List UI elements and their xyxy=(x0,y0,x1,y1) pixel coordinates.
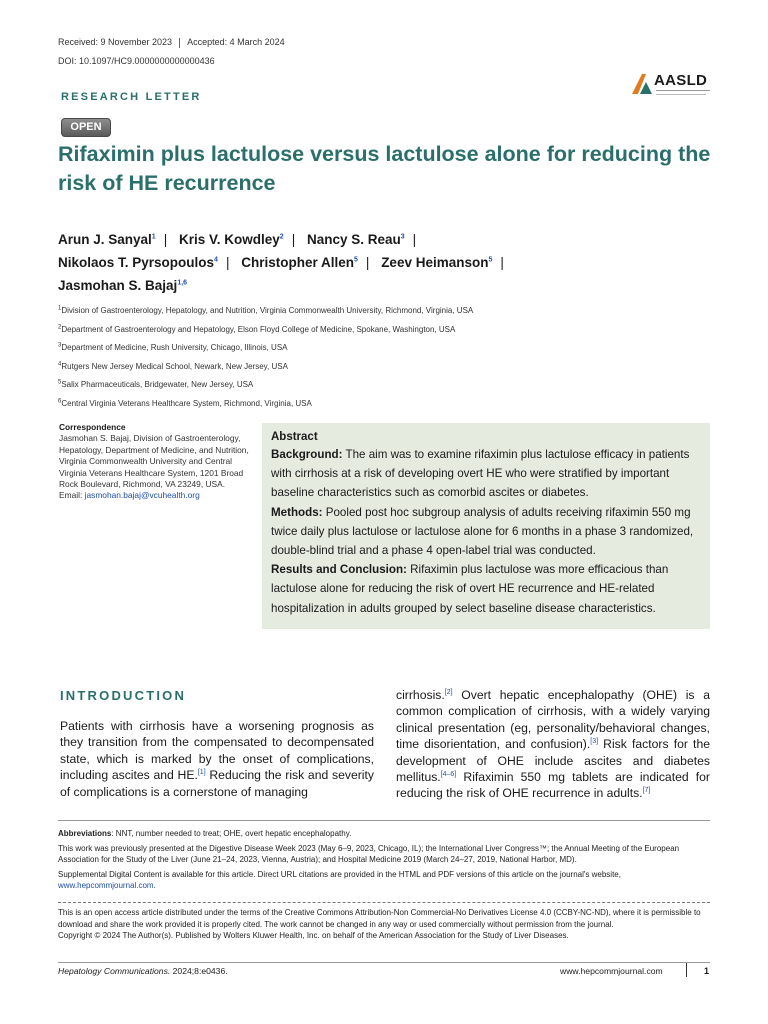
correspondence-email-link[interactable]: jasmohan.bajaj@vcuhealth.org xyxy=(84,490,200,501)
aasld-logo-text: AASLD xyxy=(654,72,708,89)
presentation-note: This work was previously presented at the Digestive Disease Week 2023 (May 6–9, 2023, Chicago, IL); the International Liver Congress™; the Annual Meeting of the European Association for the Study of the Liver (June 21–24, 2023, Vienna, Austria); and Hospital Medicine 2019 (March 24–27, 2019, National Harbor, MD). xyxy=(58,843,680,864)
footnotes xyxy=(58,828,712,895)
affiliations xyxy=(58,306,718,418)
author[interactable]: Kris V. Kowdley$^2$ xyxy=(178,232,284,247)
aasld-logo-icon xyxy=(630,72,654,96)
abstract-heading: Abstract xyxy=(271,431,318,443)
journal-website-link[interactable]: www.hepcommjournal.com xyxy=(58,881,154,890)
open-access-badge: OPEN xyxy=(61,118,111,137)
body-text: Risk factors for the development of OHE include ascites and diabetes mellitus. xyxy=(396,737,711,785)
author[interactable]: Christopher Allen$^5$ xyxy=(241,255,358,270)
correspondence-heading: Correspondence xyxy=(59,422,126,432)
citation-ref[interactable]: [2] xyxy=(444,688,453,696)
article-type: RESEARCH LETTER xyxy=(61,91,202,103)
correspondence-address: Jasmohan S. Bajaj, Division of Gastroenterology, Hepatology, Department of Medicine, and Nutrition, Virginia Commonwealth University and Central Virginia Veterans Healthcare System, 1201 Broad Rock Boulevard, Richmond, VA 23249, USA. xyxy=(59,433,249,490)
affiliation: $^2$Department of Gastroenterology and Hepatology, Elson Floyd College of Medicine, Spokane, Washington, USA xyxy=(58,323,456,334)
author-list: Arun J. Sanyal$^1$ | Kris V. Kowdley$^2$ | Nancy S. Reau$^3$ | Nikolaos T. Pyrsopoulos$^4$ | Christopher Allen$^5$ | Zeev Heimanson$^5$ | Jasmohan S. Bajaj$^{1,6}$ xyxy=(58,232,504,293)
page-number: 1 xyxy=(704,966,710,976)
footer-separator xyxy=(686,963,687,977)
author[interactable]: Jasmohan S. Bajaj$^{1,6}$ xyxy=(58,278,188,293)
license-divider xyxy=(58,902,710,903)
supplemental-note: Supplemental Digital Content is available for this article. Direct URL citations are provided in the HTML and PDF versions of this article on the journal's website, www.hepcommjournal.com. xyxy=(58,869,621,890)
article-dates xyxy=(58,37,285,48)
body-text: Patients with cirrhosis have a worsening prognosis as they transition from the compensated to decompensated state, which is marked by the onset of complications, including ascites and HE. xyxy=(60,719,374,783)
received-date: Received: 9 November 2023 xyxy=(58,37,173,47)
affiliation: $^4$Rutgers New Jersey Medical School, Newark, New Jersey, USA xyxy=(58,361,288,371)
footer-website[interactable]: www.hepcommjournal.com xyxy=(560,966,663,976)
affiliation: $^6$Central Virginia Veterans Healthcare System, Richmond, Virginia, USA xyxy=(58,398,312,408)
citation-ref[interactable]: [4–6] xyxy=(440,770,457,778)
footnote-divider xyxy=(58,820,710,821)
affiliation: $^1$Division of Gastroenterology, Hepatology, and Nutrition, Virginia Commonwealth University, Richmond, Virginia, USA xyxy=(58,305,474,315)
body-text: Overt hepatic encephalopathy (OHE) is a common complication of cirrhosis, with a widely varying clinical presentation (eg, personality/behavioral changes, time disorientation, and confusion). xyxy=(396,688,710,752)
introduction-heading: INTRODUCTION xyxy=(60,688,187,703)
introduction-column-2 xyxy=(396,687,710,802)
abstract-box xyxy=(262,423,710,629)
journal-citation: Hepatology Communications. 2024;8:e0436. xyxy=(58,966,228,976)
affiliation: $^5$Salix Pharmaceuticals, Bridgewater, New Jersey, USA xyxy=(58,379,254,390)
citation-ref[interactable]: [3] xyxy=(590,738,599,746)
introduction-column-1 xyxy=(60,718,374,800)
license-block xyxy=(58,907,712,942)
body-text: Rifaximin 550 mg tablets are indicated for reducing the risk of OHE recurrence in adults. xyxy=(396,770,710,801)
author[interactable]: Nikolaos T. Pyrsopoulos$^4$ xyxy=(58,255,218,270)
abbreviations-note: Abbreviations: NNT, number needed to treat; OHE, overt hepatic encephalopathy. xyxy=(58,829,352,838)
correspondence: Correspondence Jasmohan S. Bajaj, Division of Gastroenterology, Hepatology, Department of Medicine, and Nutrition, Virginia Commonwealth University and Central Virginia Veterans Healthcare System, 1201 Broad Rock Boulevard, Richmond, VA 23249, USA. Email: jasmohan.bajaj@vcuhealth.org xyxy=(59,422,249,501)
accepted-date: Accepted: 4 March 2024 xyxy=(187,37,285,47)
citation-ref[interactable]: [1] xyxy=(197,769,206,777)
footer-divider xyxy=(58,962,710,963)
doi[interactable]: DOI: 10.1097/HC9.0000000000000436 xyxy=(58,56,215,66)
license-note: This is an open access article distributed under the terms of the Creative Commons Attribution-Non Commercial-No Derivatives License 4.0 (CCBY-NC-ND), where it is permissible to download and share the work provided it is properly cited. The work cannot be changed in any way or used commercially without permission from the journal. xyxy=(58,908,701,929)
body-text: cirrhosis. xyxy=(396,688,445,702)
citation-ref[interactable]: [7] xyxy=(642,787,651,795)
aasld-logo xyxy=(630,70,710,102)
author[interactable]: Arun J. Sanyal$^1$ xyxy=(58,232,156,247)
copyright-note: Copyright © 2024 The Author(s). Published by Wolters Kluwer Health, Inc. on behalf of the American Association for the Study of Liver Diseases. xyxy=(58,931,569,940)
article-title: Rifaximin plus lactulose versus lactulose alone for reducing the risk of HE recurrence xyxy=(58,142,711,195)
body-text: Reducing the risk and severity of complications is a cornerstone of managing xyxy=(60,768,374,799)
abstract-text: Background: The aim was to examine rifaximin plus lactulose efficacy in patients with cirrhosis at a risk of developing overt HE who were stratified by important baseline characteristics such as comorbid ascites or diabetes. Methods: Pooled post hoc subgroup analysis of adults receiving rifaximin 550 mg twice daily plus lactulose or lactulose alone for 6 months in a phase 3 randomized, double-blind trial and a phase 4 open-label trial was conducted. Results and Conclusion: Rifaximin plus lactulose was more efficacious than lactulose alone for reducing the risk of overt HE recurrence and HE-related hospitalization in adults grouped by select baseline disease characteristics. xyxy=(271,448,694,615)
author[interactable]: Zeev Heimanson$^5$ xyxy=(381,255,493,270)
affiliation: $^3$Department of Medicine, Rush University, Chicago, Illinois, USA xyxy=(58,342,288,353)
author[interactable]: Nancy S. Reau$^3$ xyxy=(306,232,405,247)
